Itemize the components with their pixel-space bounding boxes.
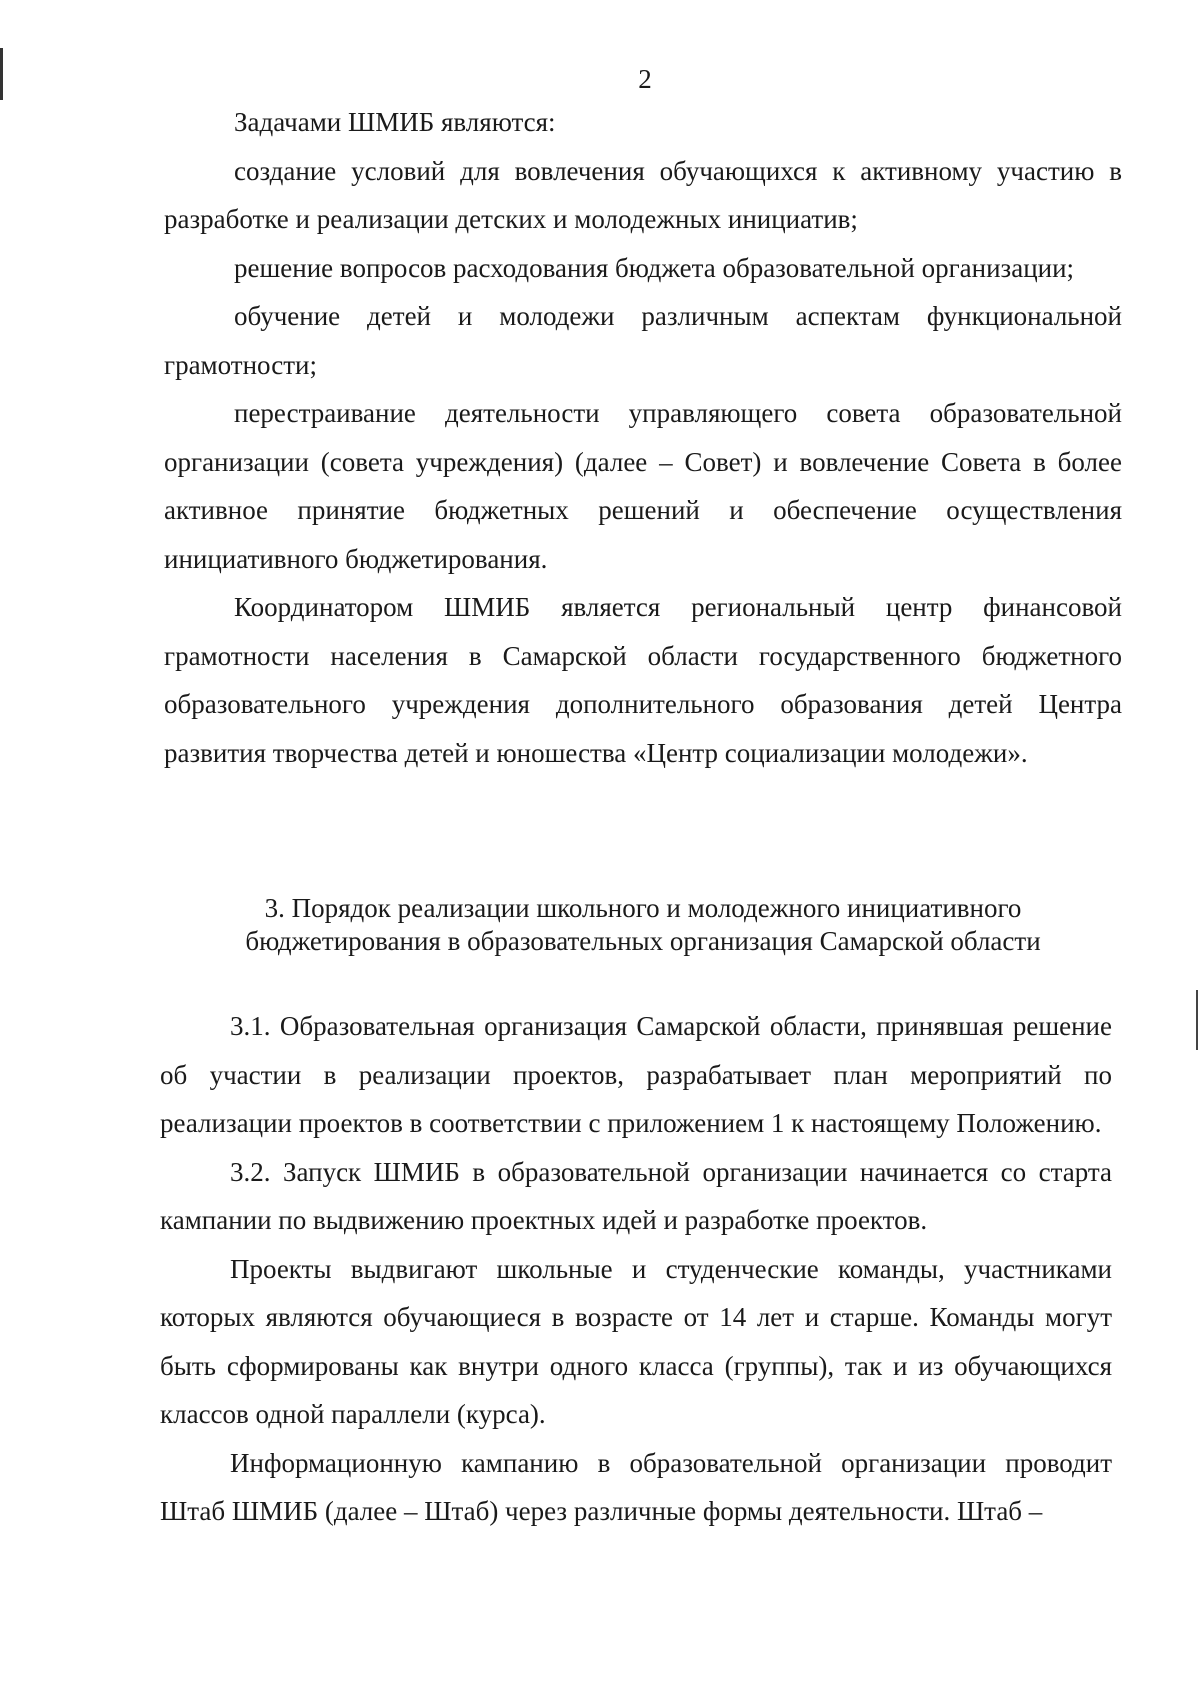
body-text-bottom (160, 1002, 1112, 1536)
paragraph: Координатором ШМИБ является региональный центр финансовой грамотности населения в Самарской области государственного бюджетного образовательного учреждения дополнительного образования детей Центра развития творчества детей и юношества «Центр социализации молодежи». (164, 592, 1122, 768)
scan-edge-mark (1196, 990, 1198, 1050)
paragraph: Задачами ШМИБ являются: (234, 107, 556, 137)
paragraph: Проекты выдвигают школьные и студенческие команды, участниками которых являются обучающиеся в возрасте от 14 лет и старше. Команды могут быть сформированы как внутри одного класса (группы), так и из обучающихся классов одной параллели (курса). (160, 1253, 1112, 1429)
paragraph: 3.1. Образовательная организация Самарской области, принявшая решение об участии в реализации проектов, разрабатывает план мероприятий по реализации проектов в соответствии с приложением 1 к настоящему Положению. (160, 1011, 1112, 1138)
section-heading-line: бюджетирования в образовательных организация Самарской области (245, 926, 1041, 956)
paragraph: Информационную кампанию в образовательной организации проводит Штаб ШМИБ (далее – Штаб) через различные формы деятельности. Штаб – (160, 1447, 1112, 1526)
paragraph: решение вопросов расходования бюджета образовательной организации; (234, 252, 1075, 283)
paragraph: 3.2. Запуск ШМИБ в образовательной организации начинается со старта кампании по выдвижению проектных идей и разработке проектов. (160, 1156, 1112, 1235)
paragraph: перестраивание деятельности управляющего совета образовательной организации (совета учреждения) (далее – Совет) и вовлечение Совета в более активное принятие бюджетных решений и обеспечение осуществления инициативного бюджетирования. (164, 398, 1122, 574)
paragraph: создание условий для вовлечения обучающихся к активному участию в разработке и реализации детских и молодежных инициатив; (164, 155, 1122, 234)
section-heading-line: 3. Порядок реализации школьного и молодежного инициативного (264, 893, 1022, 923)
paragraph: обучение детей и молодежи различным аспектам функциональной грамотности; (164, 301, 1122, 380)
section-heading (164, 892, 1122, 958)
page-number: 2 (638, 64, 652, 94)
body-text-top (164, 98, 1122, 777)
